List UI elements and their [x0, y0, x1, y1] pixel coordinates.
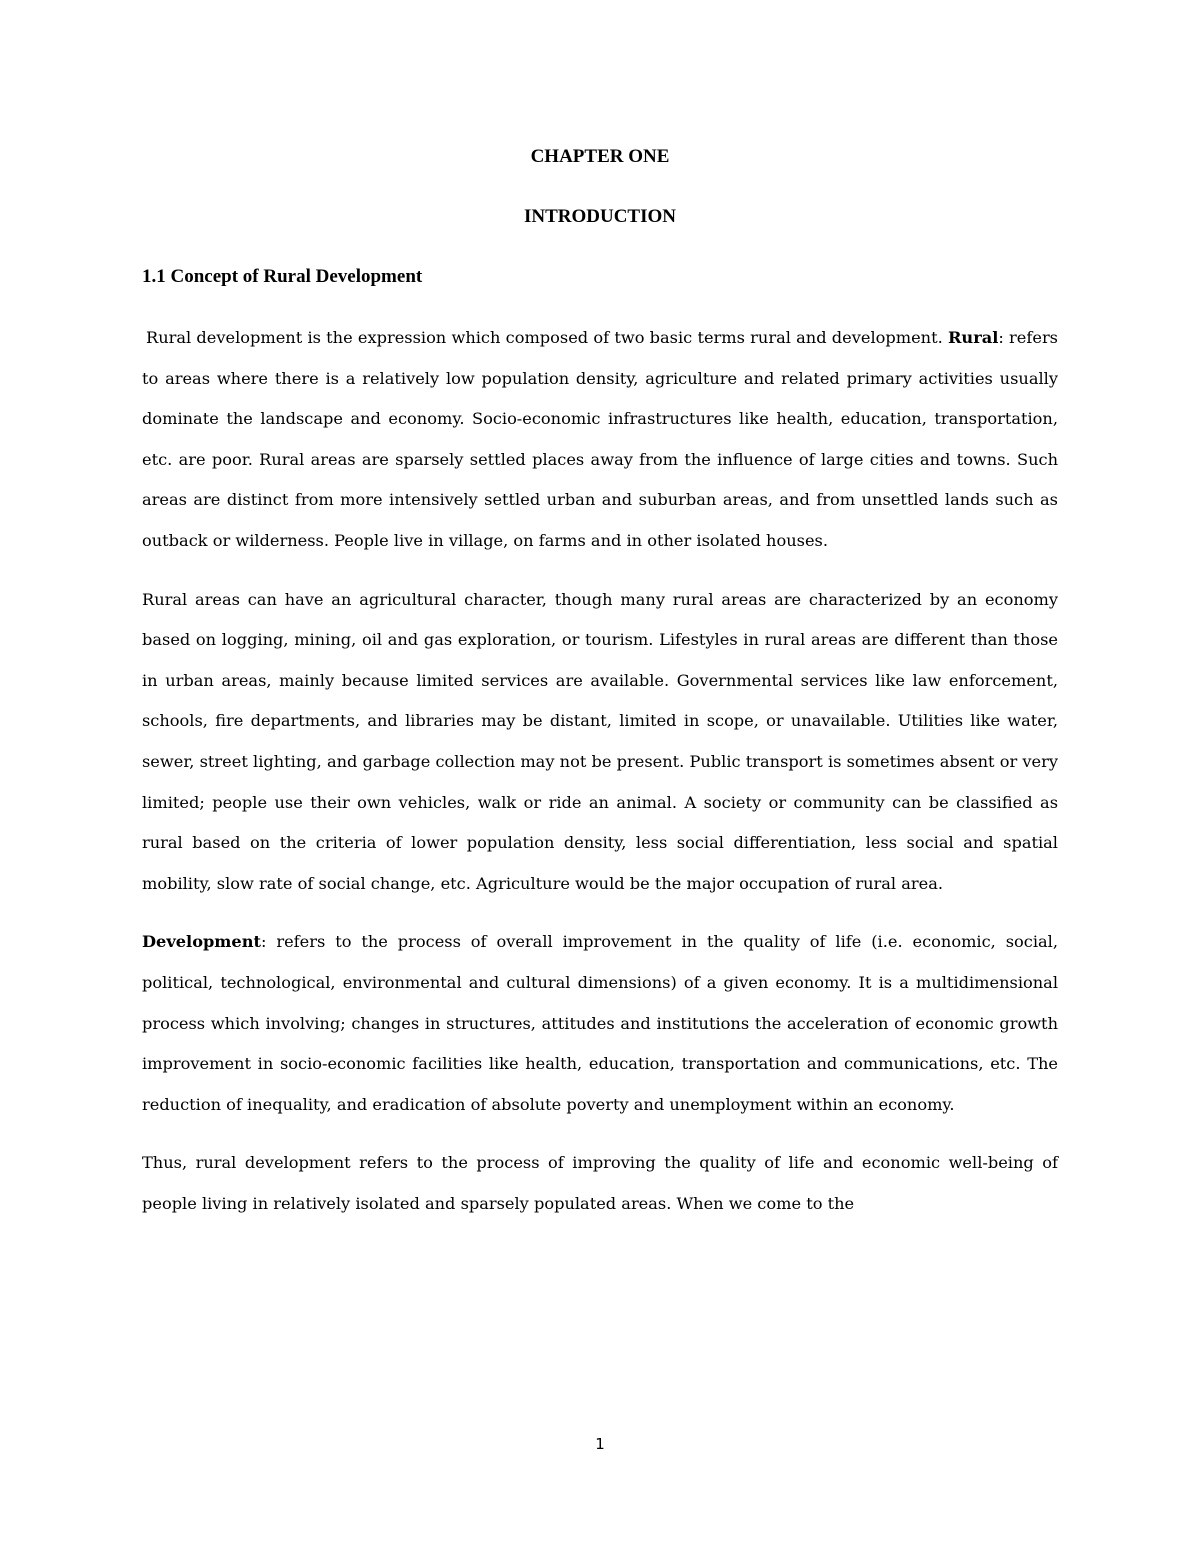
- paragraph-rural-development: Thus, rural development refers to the process of improving the quality of life and economic well-being of people living in relatively isolated and sparsely populated areas. When we come to the: [142, 1153, 1058, 1213]
- term-rural: Rural: [947, 328, 999, 347]
- paragraph-rural-areas: Rural areas can have an agricultural character, though many rural areas are characterized by an economy based on logging, mining, oil and gas exploration, or tourism. Lifestyles in rural areas are different than those in urban areas, mainly because limited services are available. Governmental services like law enforcement, schools, fire departments, and libraries may be distant, limited in scope, or unavailable. Utilities like water, sewer, street lighting, and garbage collection may not be present. Public transport is sometimes absent or very limited; people use their own vehicles, walk or ride an animal. A society or community can be classified as rural based on the criteria of lower population density, less social differentiation, less social and spatial mobility, slow rate of social change, etc. Agriculture would be the major occupation of rural area.: [142, 589, 1058, 893]
- chapter-title: INTRODUCTION: [523, 206, 677, 227]
- chapter-label: CHAPTER ONE: [530, 146, 670, 167]
- section-heading: 1.1 Concept of Rural Development: [142, 266, 423, 287]
- paragraph-rural-definition: : refers to areas where there is a relatively low population density, agriculture and related primary activities usually dominate the landscape and economy. Socio-economic infrastructures like health, education, transportation, etc. are poor. Rural areas are sparsely settled places away from the influence of large cities and towns. Such areas are distinct from more intensively settled urban and suburban areas, and from unsettled lands such as outback or wilderness. People live in village, on farms and in other isolated houses.: [142, 328, 1058, 550]
- paragraph-development: [142, 922, 1058, 1125]
- paragraph-development-definition: : refers to the process of overall improvement in the quality of life (i.e. economic, social, political, technological, environmental and cultural dimensions) of a given economy. It is a multidimensional process which involving; changes in structures, attitudes and institutions the acceleration of economic growth improvement in socio-economic facilities like health, education, transportation and communications, etc. The reduction of inequality, and eradication of absolute poverty and unemployment within an economy.: [142, 932, 1058, 1114]
- paragraph-intro: [142, 318, 1058, 562]
- page-content: [142, 138, 1058, 1224]
- term-development: Development: [142, 932, 261, 952]
- paragraph-intro-text: Rural development is the expression which composed of two basic terms rural and development.: [146, 328, 943, 347]
- page-number: 1: [595, 1435, 605, 1453]
